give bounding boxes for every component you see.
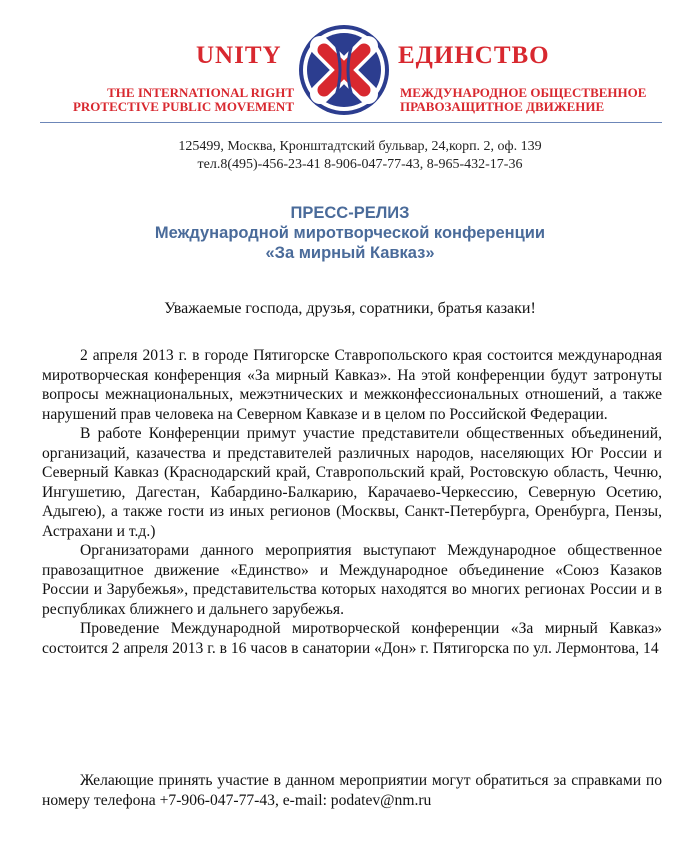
press-release-title bbox=[0, 203, 700, 263]
paragraph: Проведение Международной миротворческой конференции «За мирный Кавказ» состоится 2 апреля 2013 г. в 16 часов в санатории «Дон» г. Пятигорска по ул. Лермонтова, 14 bbox=[42, 620, 662, 657]
paragraph: 2 апреля 2013 г. в городе Пятигорске Ставропольского края состоится международная миротворческая конференция «За мирный Кавказ». На этой конференции будут затронуты вопросы межнациональных, межэтнических и межконфессиональных отношений, а также нарушений прав человека на Северном Кавказе и в целом по Российской Федерации. bbox=[42, 347, 662, 423]
phone-line: тел.8(495)-456-23-41 8-906-047-77-43, 8-965-432-17-36 bbox=[197, 157, 523, 172]
contact-text: Желающие принять участие в данном мероприятии могут обратиться за справками по номеру телефона +7-906-047-77-43, e-mail: podatev@nm.ru bbox=[42, 772, 662, 809]
greeting: Уважаемые господа, друзья, соратники, братья казаки! bbox=[164, 300, 536, 317]
paragraph: Организаторами данного мероприятия выступают Международное общественное правозащитное движение «Единство» и Международное объединение «Союз Казаков России и Зарубежья», представительства которых находятся во многих регионах России и в республиках ближнего и дальнего зарубежья. bbox=[42, 542, 662, 618]
paragraph: В работе Конференции примут участие представители общественных объединений, организаций, казачества и представителей различных народов, населяющих Юг России и Северный Кавказ (Краснодарский край, Ставропольский край, Ростовскую область, Чечню, Ингушетию, Дагестан, Кабардино-Балкарию, Карачаево-Черкессию, Северную Осетию, Адыгею), а также гости из иных регионов (Москвы, Санкт-Петербурга, Оренбурга, Пензы, Астрахани и т.д.) bbox=[42, 425, 662, 540]
press-release-label: ПРЕСС-РЕЛИЗ bbox=[290, 204, 410, 222]
subtitle-en-line1: THE INTERNATIONAL RIGHT bbox=[107, 85, 294, 100]
letterhead bbox=[0, 0, 700, 130]
subtitle-ru bbox=[400, 86, 670, 114]
header-divider bbox=[40, 122, 662, 123]
conference-name: Международной миротворческой конференции bbox=[154, 224, 546, 242]
subtitle-en bbox=[70, 86, 294, 114]
subtitle-en-line2: PROTECTIVE PUBLIC MOVEMENT bbox=[72, 99, 294, 114]
address-block bbox=[0, 138, 700, 174]
subtitle-ru-line1: МЕЖДУНАРОДНОЕ ОБЩЕСТВЕННОЕ bbox=[400, 85, 647, 100]
conference-slogan: «За мирный Кавказ» bbox=[265, 244, 435, 262]
unity-x-logo-icon bbox=[296, 22, 392, 118]
press-release-body bbox=[42, 346, 662, 658]
contact-paragraph bbox=[42, 771, 662, 810]
address-line: 125499, Москва, Кронштадтский бульвар, 24,корп. 2, оф. 139 bbox=[178, 139, 542, 154]
brand-name-ru: ЕДИНСТВО bbox=[398, 42, 550, 69]
brand-name-en: UNITY bbox=[196, 42, 282, 69]
subtitle-ru-line2: ПРАВОЗАЩИТНОЕ ДВИЖЕНИЕ bbox=[400, 99, 605, 114]
